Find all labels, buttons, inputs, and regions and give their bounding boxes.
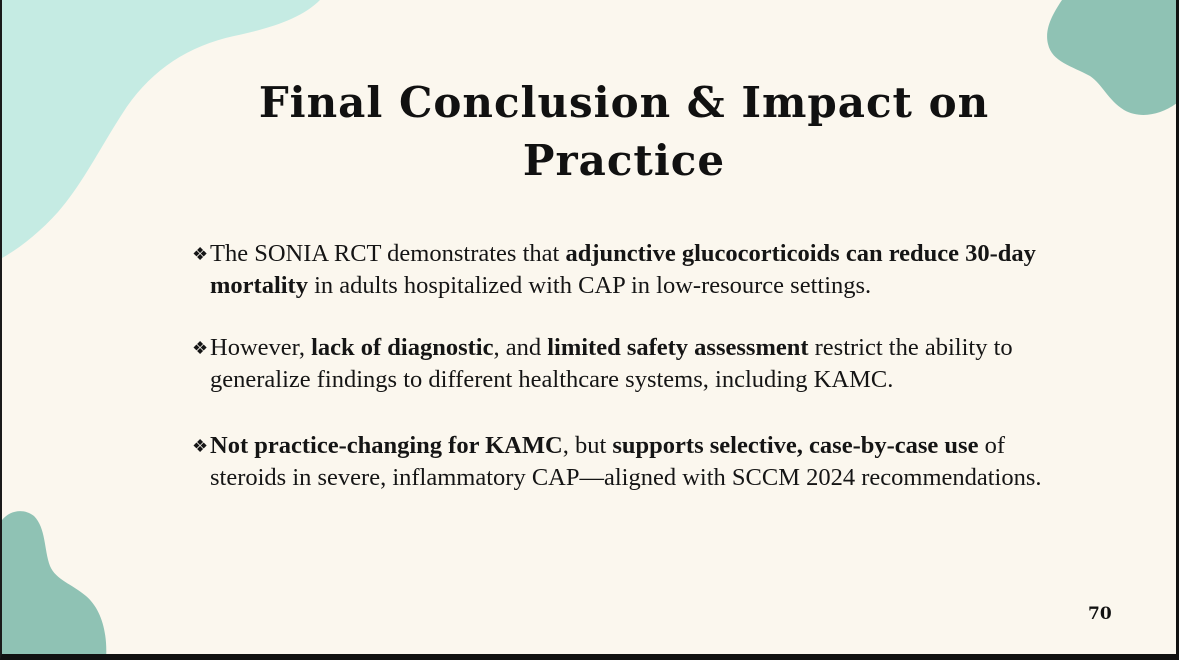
bullet-list	[192, 238, 1062, 526]
bullet-diamond-icon: ❖	[192, 338, 209, 358]
slide-title: Final Conclusion & Impact on Practice	[258, 78, 990, 185]
bullet-item	[192, 238, 1062, 302]
bullet-emphasis: supports selective, case-by-case use	[612, 432, 979, 459]
bullet-item	[192, 332, 1062, 396]
bullet-item	[192, 430, 1062, 494]
bottom-left-blob	[2, 511, 106, 660]
bullet-emphasis: Not practice-changing for KAMC	[210, 432, 563, 459]
bullet-text: The SONIA RCT demonstrates that adjunctive glucocorticoids can reduce 30-day mortality in adults hospitalized with CAP in low-resource settings.	[210, 240, 1036, 299]
top-right-blob	[1047, 0, 1179, 115]
bullet-text: Not practice-changing for KAMC, but supports selective, case-by-case use of steroids in severe, inflammatory CAP—aligned with SCCM 2024 recommendations.	[210, 432, 1042, 491]
bullet-text: However, lack of diagnostic, and limited safety assessment restrict the ability to generalize findings to different healthcare systems, including KAMC.	[210, 334, 1013, 393]
bullet-emphasis: lack of diagnostic	[311, 334, 494, 361]
page-number: 70	[1088, 604, 1112, 624]
bullet-diamond-icon: ❖	[192, 436, 209, 456]
bullet-emphasis: limited safety assessment	[547, 334, 809, 361]
bullet-diamond-icon: ❖	[192, 244, 209, 264]
bullet-emphasis: adjunctive glucocorticoids can reduce 30-day mortality	[210, 240, 1036, 299]
